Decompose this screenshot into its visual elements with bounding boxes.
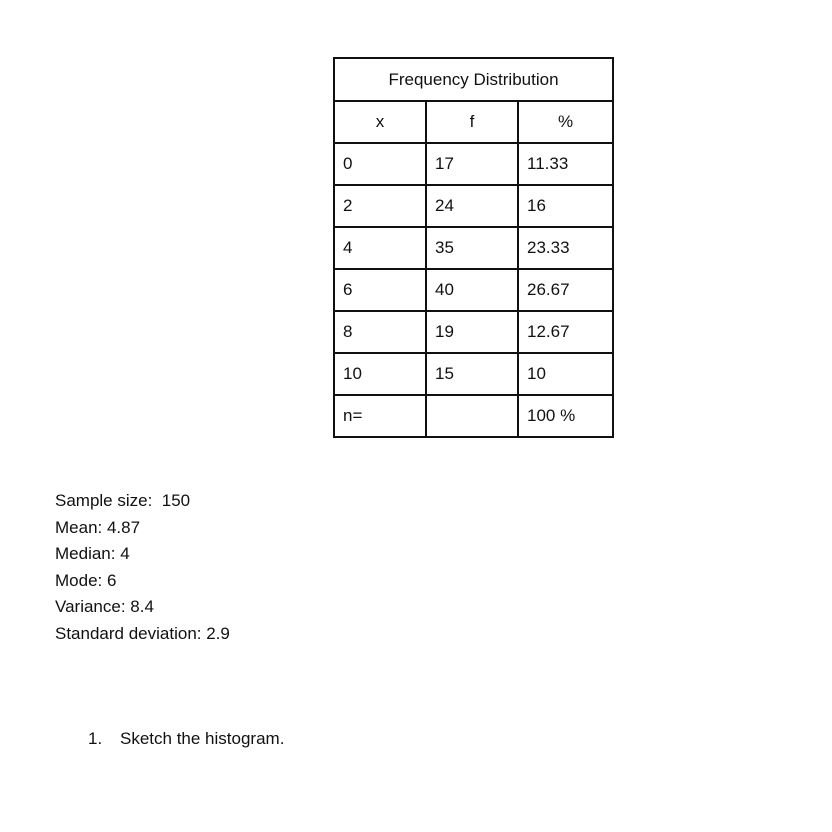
- table-row: [334, 143, 613, 185]
- cell-f: 24: [426, 185, 518, 227]
- table-row: [334, 185, 613, 227]
- cell-x: 10: [334, 353, 426, 395]
- task-list-item: [88, 727, 284, 751]
- cell-x: 0: [334, 143, 426, 185]
- variance: Variance: 8.4: [55, 597, 154, 617]
- cell-x: 4: [334, 227, 426, 269]
- cell-x: 6: [334, 269, 426, 311]
- header-f: f: [426, 101, 518, 143]
- cell-f: 19: [426, 311, 518, 353]
- cell-percent: 16: [518, 185, 613, 227]
- cell-x: n=: [334, 395, 426, 437]
- summary-statistics: [55, 488, 230, 648]
- table-row: [334, 353, 613, 395]
- mode: Mode: 6: [55, 570, 117, 590]
- sample-size: Sample size: 150: [55, 491, 191, 510]
- cell-percent: 23.33: [518, 227, 613, 269]
- table-total-row: [334, 395, 613, 437]
- header-x: x: [334, 101, 426, 143]
- mean: Mean: 4.87: [55, 517, 141, 537]
- frequency-distribution-table: [333, 57, 614, 438]
- cell-percent: 26.67: [518, 269, 613, 311]
- table-row: [334, 269, 613, 311]
- table-header-row: [334, 101, 613, 143]
- table-title-row: [334, 58, 613, 101]
- cell-percent: 10: [518, 353, 613, 395]
- median: Median: 4: [55, 544, 130, 564]
- cell-percent: 11.33: [518, 143, 613, 185]
- cell-f: 35: [426, 227, 518, 269]
- task-text: Sketch the histogram.: [120, 729, 285, 748]
- cell-f: 17: [426, 143, 518, 185]
- cell-x: 2: [334, 185, 426, 227]
- cell-f: [426, 395, 518, 437]
- cell-percent: 12.67: [518, 311, 613, 353]
- cell-percent: 100 %: [518, 395, 613, 437]
- cell-f: 15: [426, 353, 518, 395]
- cell-x: 8: [334, 311, 426, 353]
- standard-deviation: Standard deviation: 2.9: [55, 623, 230, 643]
- table-row: [334, 227, 613, 269]
- task-number: 1.: [88, 729, 103, 748]
- table-row: [334, 311, 613, 353]
- header-percent: %: [518, 101, 613, 143]
- table-title: Frequency Distribution: [334, 58, 613, 101]
- cell-f: 40: [426, 269, 518, 311]
